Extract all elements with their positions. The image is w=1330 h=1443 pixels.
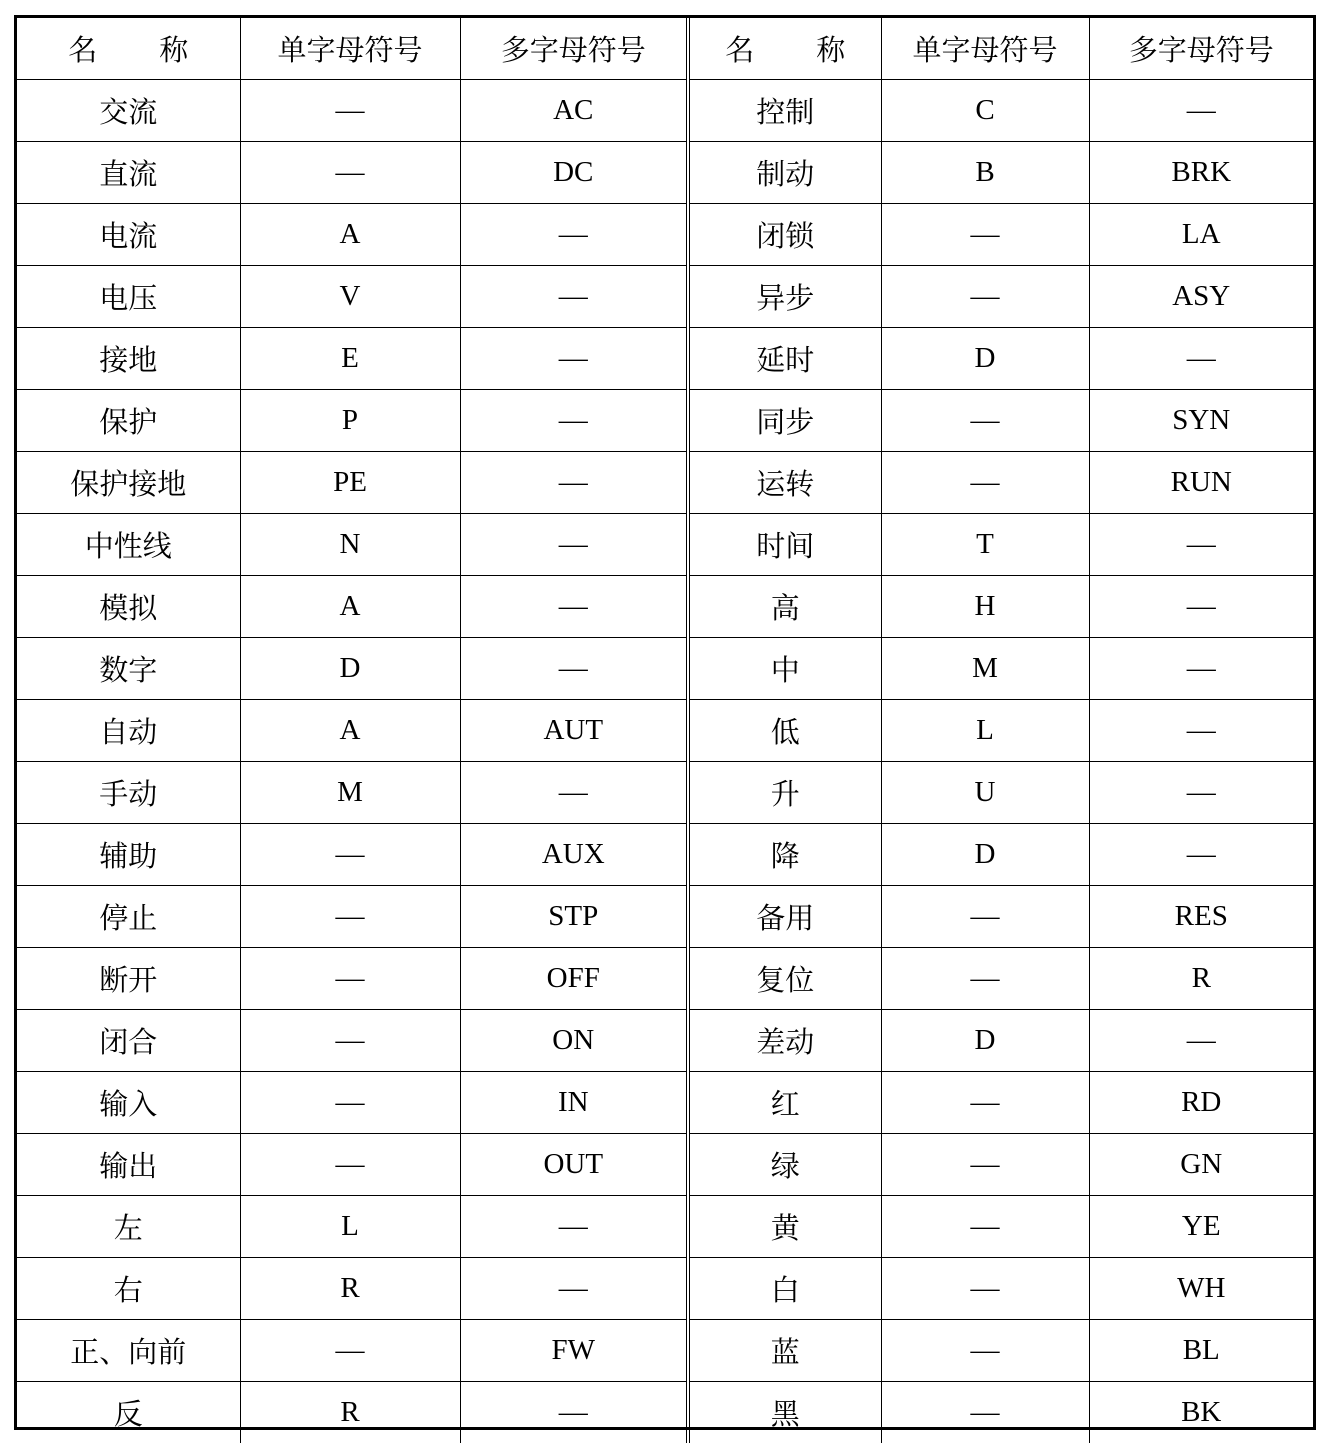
single-cell-right: — — [881, 390, 1089, 452]
multi-cell-left: — — [460, 204, 688, 266]
name-cell-left: 交流 — [17, 80, 240, 142]
multi-cell-left: AUX — [460, 824, 688, 886]
name-cell-left: 保护接地 — [17, 452, 240, 514]
name-cell-right: 黑 — [688, 1382, 881, 1443]
single-cell-right: C — [881, 80, 1089, 142]
single-cell-left: V — [240, 266, 460, 328]
multi-cell-right: — — [1089, 762, 1313, 824]
name-cell-left: 反 — [17, 1382, 240, 1443]
single-cell-left: L — [240, 1196, 460, 1258]
table-row — [17, 824, 1313, 886]
table-row — [17, 1072, 1313, 1134]
single-cell-right: — — [881, 204, 1089, 266]
single-cell-left: — — [240, 80, 460, 142]
name-cell-right: 绿 — [688, 1134, 881, 1196]
name-cell-right: 备用 — [688, 886, 881, 948]
single-cell-left: — — [240, 948, 460, 1010]
multi-cell-left: ON — [460, 1010, 688, 1072]
multi-cell-right: GN — [1089, 1134, 1313, 1196]
multi-cell-right: — — [1089, 638, 1313, 700]
single-cell-left: A — [240, 700, 460, 762]
single-cell-left: — — [240, 1134, 460, 1196]
table-row — [17, 80, 1313, 142]
table-row — [17, 886, 1313, 948]
single-cell-right: B — [881, 142, 1089, 204]
multi-cell-left: STP — [460, 886, 688, 948]
single-cell-left: PE — [240, 452, 460, 514]
header-multi-right: 多字母符号 — [1089, 18, 1313, 80]
table-row — [17, 576, 1313, 638]
table-row — [17, 762, 1313, 824]
single-cell-right: — — [881, 886, 1089, 948]
single-cell-left: R — [240, 1258, 460, 1320]
multi-cell-left: FW — [460, 1320, 688, 1382]
table-row — [17, 1134, 1313, 1196]
table-row — [17, 390, 1313, 452]
table-row — [17, 1010, 1313, 1072]
single-cell-right: — — [881, 1320, 1089, 1382]
single-cell-right: L — [881, 700, 1089, 762]
name-cell-right: 黄 — [688, 1196, 881, 1258]
name-cell-right: 降 — [688, 824, 881, 886]
single-cell-right: — — [881, 266, 1089, 328]
multi-cell-left: — — [460, 390, 688, 452]
name-cell-right: 延时 — [688, 328, 881, 390]
multi-cell-left: — — [460, 638, 688, 700]
name-cell-right: 中 — [688, 638, 881, 700]
multi-cell-right: R — [1089, 948, 1313, 1010]
single-cell-left: — — [240, 1010, 460, 1072]
single-cell-right: D — [881, 824, 1089, 886]
table-row — [17, 1196, 1313, 1258]
header-single-right: 单字母符号 — [881, 18, 1089, 80]
single-cell-left: A — [240, 204, 460, 266]
multi-cell-left: OUT — [460, 1134, 688, 1196]
multi-cell-right: — — [1089, 80, 1313, 142]
single-cell-left: A — [240, 576, 460, 638]
name-cell-right: 高 — [688, 576, 881, 638]
table-row — [17, 638, 1313, 700]
name-cell-left: 自动 — [17, 700, 240, 762]
name-cell-right: 差动 — [688, 1010, 881, 1072]
multi-cell-left: — — [460, 1382, 688, 1443]
name-cell-right: 异步 — [688, 266, 881, 328]
multi-cell-left: IN — [460, 1072, 688, 1134]
single-cell-right: H — [881, 576, 1089, 638]
single-cell-left: R — [240, 1382, 460, 1443]
multi-cell-right: WH — [1089, 1258, 1313, 1320]
multi-cell-right: LA — [1089, 204, 1313, 266]
name-cell-right: 闭锁 — [688, 204, 881, 266]
multi-cell-right: RES — [1089, 886, 1313, 948]
name-cell-right: 控制 — [688, 80, 881, 142]
multi-cell-right: — — [1089, 514, 1313, 576]
header-name-left: 名 称 — [17, 18, 240, 80]
table-row — [17, 142, 1313, 204]
name-cell-left: 闭合 — [17, 1010, 240, 1072]
header-single-left: 单字母符号 — [240, 18, 460, 80]
multi-cell-left: OFF — [460, 948, 688, 1010]
name-cell-left: 右 — [17, 1258, 240, 1320]
name-cell-left: 中性线 — [17, 514, 240, 576]
name-cell-left: 模拟 — [17, 576, 240, 638]
table-row — [17, 1258, 1313, 1320]
multi-cell-right: BK — [1089, 1382, 1313, 1443]
name-cell-left: 输入 — [17, 1072, 240, 1134]
single-cell-right: M — [881, 638, 1089, 700]
header-name-right: 名 称 — [688, 18, 881, 80]
name-cell-right: 时间 — [688, 514, 881, 576]
single-cell-left: — — [240, 142, 460, 204]
single-cell-right: — — [881, 948, 1089, 1010]
multi-cell-left: — — [460, 328, 688, 390]
electrical-symbol-table — [17, 18, 1313, 1443]
single-cell-left: M — [240, 762, 460, 824]
name-cell-right: 低 — [688, 700, 881, 762]
name-cell-right: 蓝 — [688, 1320, 881, 1382]
single-cell-right: — — [881, 1258, 1089, 1320]
multi-cell-right: SYN — [1089, 390, 1313, 452]
table-row — [17, 700, 1313, 762]
header-row — [17, 18, 1313, 80]
multi-cell-left: — — [460, 514, 688, 576]
multi-cell-right: YE — [1089, 1196, 1313, 1258]
name-cell-left: 停止 — [17, 886, 240, 948]
name-cell-right: 白 — [688, 1258, 881, 1320]
single-cell-left: E — [240, 328, 460, 390]
name-cell-right: 同步 — [688, 390, 881, 452]
multi-cell-right: — — [1089, 576, 1313, 638]
name-cell-left: 断开 — [17, 948, 240, 1010]
multi-cell-left: — — [460, 576, 688, 638]
table-row — [17, 204, 1313, 266]
single-cell-right: — — [881, 1134, 1089, 1196]
single-cell-right: D — [881, 1010, 1089, 1072]
multi-cell-left: — — [460, 266, 688, 328]
name-cell-left: 输出 — [17, 1134, 240, 1196]
name-cell-left: 电压 — [17, 266, 240, 328]
name-cell-left: 数字 — [17, 638, 240, 700]
multi-cell-right: BRK — [1089, 142, 1313, 204]
single-cell-right: — — [881, 1072, 1089, 1134]
multi-cell-right: ASY — [1089, 266, 1313, 328]
symbol-table-frame — [14, 15, 1316, 1430]
name-cell-left: 电流 — [17, 204, 240, 266]
multi-cell-left: — — [460, 1196, 688, 1258]
name-cell-right: 复位 — [688, 948, 881, 1010]
multi-cell-right: — — [1089, 1010, 1313, 1072]
table-row — [17, 1382, 1313, 1443]
multi-cell-left: — — [460, 762, 688, 824]
multi-cell-right: BL — [1089, 1320, 1313, 1382]
table-row — [17, 328, 1313, 390]
table-row — [17, 514, 1313, 576]
multi-cell-right: — — [1089, 700, 1313, 762]
single-cell-right: — — [881, 1382, 1089, 1443]
single-cell-right: — — [881, 452, 1089, 514]
single-cell-left: — — [240, 1072, 460, 1134]
table-row — [17, 948, 1313, 1010]
name-cell-left: 接地 — [17, 328, 240, 390]
single-cell-left: P — [240, 390, 460, 452]
name-cell-left: 保护 — [17, 390, 240, 452]
multi-cell-right: RUN — [1089, 452, 1313, 514]
name-cell-left: 辅助 — [17, 824, 240, 886]
single-cell-left: N — [240, 514, 460, 576]
single-cell-left: D — [240, 638, 460, 700]
name-cell-right: 运转 — [688, 452, 881, 514]
multi-cell-right: RD — [1089, 1072, 1313, 1134]
single-cell-left: — — [240, 824, 460, 886]
name-cell-right: 升 — [688, 762, 881, 824]
single-cell-left: — — [240, 1320, 460, 1382]
single-cell-right: U — [881, 762, 1089, 824]
single-cell-left: — — [240, 886, 460, 948]
table-body — [17, 80, 1313, 1443]
multi-cell-left: — — [460, 452, 688, 514]
name-cell-left: 左 — [17, 1196, 240, 1258]
name-cell-right: 红 — [688, 1072, 881, 1134]
table-row — [17, 452, 1313, 514]
multi-cell-left: DC — [460, 142, 688, 204]
name-cell-right: 制动 — [688, 142, 881, 204]
table-row — [17, 266, 1313, 328]
multi-cell-left: AC — [460, 80, 688, 142]
single-cell-right: — — [881, 1196, 1089, 1258]
single-cell-right: D — [881, 328, 1089, 390]
header-multi-left: 多字母符号 — [460, 18, 688, 80]
multi-cell-right: — — [1089, 328, 1313, 390]
multi-cell-left: AUT — [460, 700, 688, 762]
multi-cell-left: — — [460, 1258, 688, 1320]
single-cell-right: T — [881, 514, 1089, 576]
name-cell-left: 正、向前 — [17, 1320, 240, 1382]
multi-cell-right: — — [1089, 824, 1313, 886]
name-cell-left: 手动 — [17, 762, 240, 824]
table-row — [17, 1320, 1313, 1382]
name-cell-left: 直流 — [17, 142, 240, 204]
